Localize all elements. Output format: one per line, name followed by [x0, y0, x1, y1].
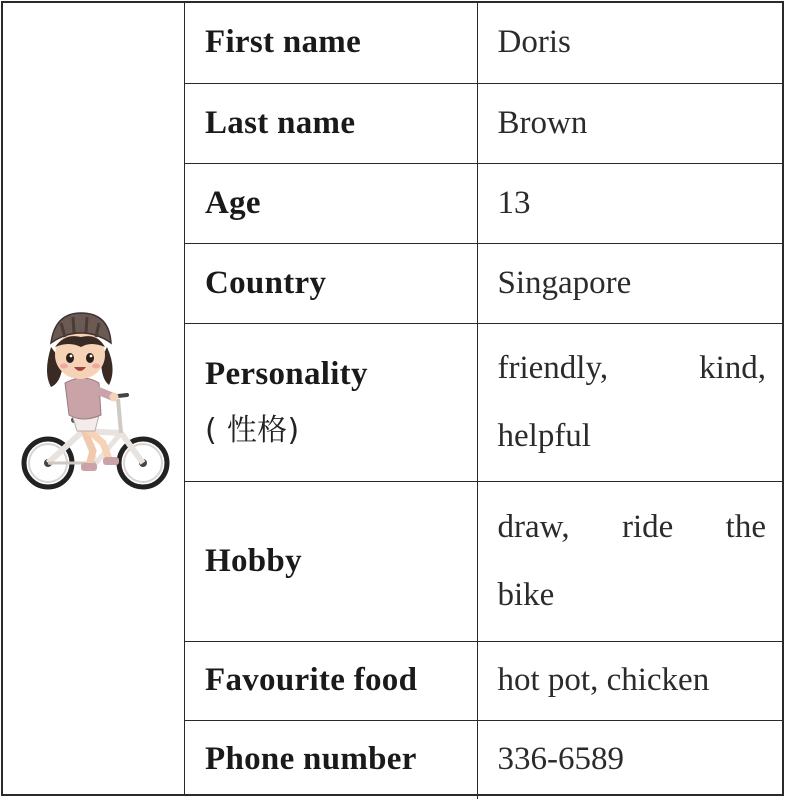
hobby-value-line2: bike — [497, 577, 555, 613]
row-label-last-name: Last name — [185, 83, 477, 163]
row-label-age: Age — [185, 163, 477, 243]
table-row — [185, 3, 784, 83]
table-row — [185, 243, 784, 323]
row-label-first-name: First name — [185, 3, 477, 83]
row-value-hobby — [477, 481, 784, 641]
row-value-age: 13 — [477, 163, 784, 243]
row-value-favourite-food: hot pot, chicken — [477, 641, 784, 720]
row-label-favourite-food: Favourite food — [185, 641, 477, 720]
row-label-hobby: Hobby — [185, 481, 477, 641]
personality-value-line2: helpful — [497, 418, 591, 454]
row-value-last-name: Brown — [477, 83, 784, 163]
row-value-first-name: Doris — [477, 3, 784, 83]
personality-value-line1: friendly, kind, — [497, 350, 766, 386]
table-row — [185, 83, 784, 163]
table-row — [185, 720, 784, 799]
row-label-phone-number: Phone number — [185, 720, 477, 799]
table-row — [185, 641, 784, 720]
row-value-country: Singapore — [477, 243, 784, 323]
row-label-country: Country — [185, 243, 477, 323]
personality-chinese-note: ( 性格) — [205, 412, 300, 448]
table-row — [185, 163, 784, 243]
personality-label-text: Personality — [205, 355, 368, 392]
girl-riding-bike-icon — [21, 303, 173, 503]
table-row — [185, 481, 784, 641]
table-row — [185, 323, 784, 481]
illustration-column — [3, 3, 185, 794]
row-label-personality — [185, 323, 477, 481]
hobby-value-line1: draw, ride the — [497, 509, 766, 545]
row-value-phone-number: 336-6589 — [497, 741, 624, 778]
row-value-personality — [477, 323, 784, 481]
profile-card — [1, 1, 784, 796]
profile-table — [185, 3, 784, 799]
